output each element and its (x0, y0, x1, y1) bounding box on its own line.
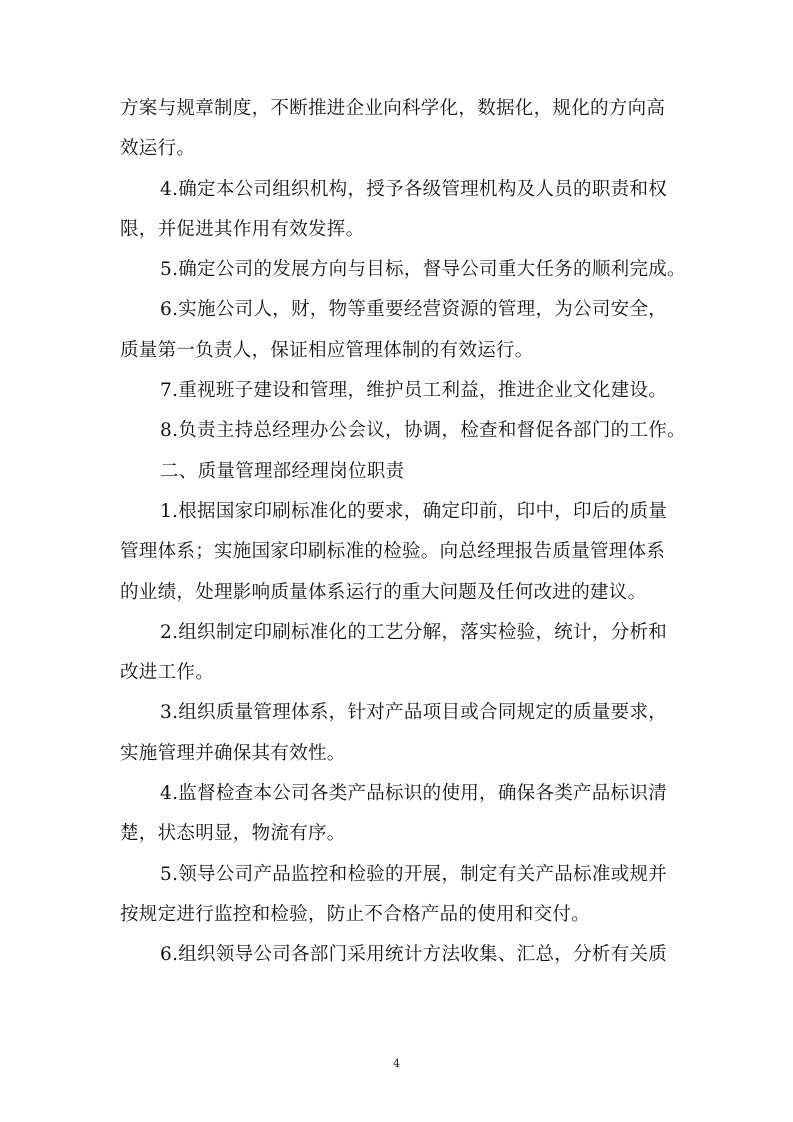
text-line: 质量第一负责人，保证相应管理体制的有效运行。 (120, 339, 534, 361)
text-line: 按规定进行监控和检验，防止不合格产品的使用和交付。 (120, 903, 591, 925)
text-line: 2.组织制定印刷标准化的工艺分解，落实检验，统计，分析和 (160, 621, 668, 643)
text-line: 二、质量管理部经理岗位职责 (160, 460, 405, 482)
text-line: 5.领导公司产品监控和检验的开展，制定有关产品标准或规并 (160, 863, 668, 885)
text-line: 楚，状态明显，物流有序。 (120, 823, 346, 845)
text-line: 1.根据国家印刷标准化的要求，确定印前，印中，印后的质量 (160, 500, 668, 522)
text-line: 4.确定本公司组织机构，授予各级管理机构及人员的职责和权 (160, 178, 668, 200)
text-line: 5.确定公司的发展方向与目标，督导公司重大任务的顺利完成。 (160, 259, 686, 281)
text-line: 的业绩，处理影响质量体系运行的重大问题及任何改进的建议。 (120, 581, 647, 603)
document-body (120, 89, 686, 976)
text-line: 8.负责主持总经理办公会议，协调，检查和督促各部门的工作。 (160, 420, 686, 442)
text-line: 管理体系；实施国家印刷标准的检验。向总经理报告质量管理体系 (120, 541, 666, 563)
text-line: 改进工作。 (120, 662, 215, 684)
text-line: 6.实施公司人，财，物等重要经营资源的管理，为公司安全， (160, 299, 668, 321)
text-line: 6.组织领导公司各部门采用统计方法收集、汇总，分析有关质 (160, 944, 668, 966)
text-line: 效运行。 (120, 138, 196, 160)
text-line: 限，并促进其作用有效发挥。 (120, 218, 365, 240)
text-line: 实施管理并确保其有效性。 (120, 742, 346, 764)
page-number: 4 (393, 1057, 400, 1070)
text-line: 3.组织质量管理体系，针对产品项目或合同规定的质量要求， (160, 702, 668, 724)
text-line: 7.重视班子建设和管理，维护员工利益，推进企业文化建设。 (160, 380, 668, 402)
text-line: 4.监督检查本公司各类产品标识的使用，确保各类产品标识清 (160, 783, 668, 805)
text-line: 方案与规章制度，不断推进企业向科学化，数据化，规化的方向高 (120, 98, 666, 119)
